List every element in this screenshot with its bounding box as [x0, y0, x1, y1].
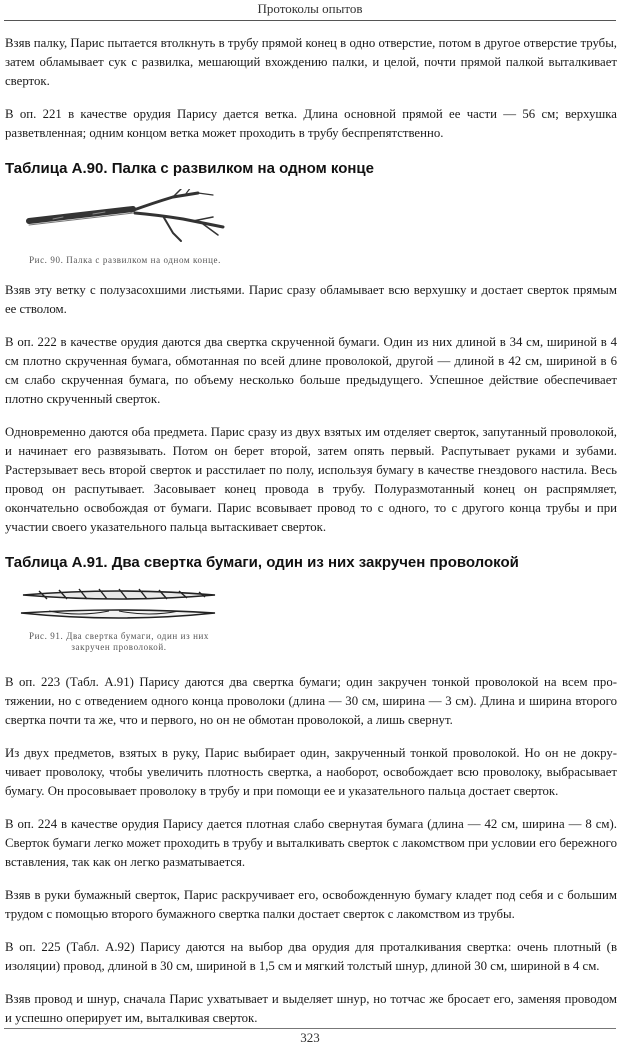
running-header: Протоколы опытов	[257, 1, 363, 16]
paragraph: В оп. 222 в качестве орудия даются два свертка скрученной бумаги. Один из них длиной в 34 см, шириной в 4 см плотно скрученная бумага, обмотанная по всей длине проволокой, другой — длиной в 42 см, шириной в 6 см слабо скрученная бумага, по объему несколько больше предыдущего. Успешное действие обеспечивает плотно скрученный сверток.	[5, 335, 617, 406]
figure-caption-90: Рис. 90. Палка с развилком на одном конце.	[29, 255, 221, 265]
table-heading-a90: Таблица А.90. Палка с развилком на одном конце	[5, 160, 374, 177]
paper-rolls-illustration	[19, 585, 219, 627]
paragraph: В оп. 225 (Табл. А.92) Парису даются на выбор два орудия для проталкивания свертка: очень плотный (в изоляции) провод, длиной в 30 см, шириной в 1,5 см и мягкий толстый шнур, длиной 30 см, шириной в 4 см.	[5, 940, 617, 973]
paragraph: Взяв палку, Парис пытается втолкнуть в трубу прямой конец в одно отверстие, потом в другое отверстие трубы, затем обламывает сук с развилка, мешающий вхождению палки, и целой, почти прямой палкой выталкивает сверток.	[5, 36, 617, 88]
footer-rule	[4, 1028, 616, 1029]
header-rule	[4, 20, 616, 21]
figure-branch-stick	[5, 189, 617, 271]
paragraph: Одновременно даются оба предмета. Парис сразу из двух взятых им отделяет сверток, запутанный проволокой, и начинает его развязывать. Потом он берет второй, затем опять первый. Распутывает руками и зубами. Растерзывает весь второй сверток и расстилает по полу, используя бумагу в качестве гнездового настила. Весь провод он распутывает. Засовывает конец провода в трубу. Полуразмотанный конец он распрямляет, окончательно освобождая от бумаги. Парис всовывает провод то с одного, то с другого конца трубы и при участии своего указательного пальца вытаскивает сверток.	[5, 425, 617, 534]
paragraph: Взяв в руки бумажный сверток, Парис раскручивает его, освобожденную бумагу кладет под себя и с большим трудом с помощью второго бумажного свертка палки достает сверток с лакомством из трубы.	[5, 888, 617, 921]
paragraph: В оп. 221 в качестве орудия Парису дается ветка. Длина основной прямой ее части — 56 см; верхушка разветвленная; одним концом ветка может проходить в трубу беспрепятственно.	[5, 107, 617, 140]
table-heading-a91: Таблица А.91. Два свертка бумаги, один из них закручен проволокой	[5, 554, 519, 571]
figure-paper-rolls	[5, 583, 617, 661]
figure-caption-91-line1: Рис. 91. Два свертка бумаги, один из них	[28, 631, 210, 641]
paragraph: Взяв эту ветку с полузасохшими листьями. Парис сразу обламывает всю верхушку и достает сверток прямым ее стволом.	[5, 283, 617, 316]
page-content	[5, 34, 617, 1028]
page-number: 323	[300, 1030, 320, 1045]
paragraph: В оп. 223 (Табл. А.91) Парису даются два свертка бумаги; один закручен тонкой проволокой на всем протяжении, но с отведением одного конца проволоки (длина — 30 см, ширина — 3 см). Длина и ширина второго свертка почти та же, что и первого, но он не обмотан проволокой, а лишь свернут.	[5, 675, 617, 727]
paragraph: Из двух предметов, взятых в руку, Парис выбирает один, закрученный тонкой проволокой. Но он не докручивает проволоку, чтобы увеличить плотность свертка, а наоборот, освобождает всю проволоку, выбрасывает бумагу. Он просовывает проволоку в трубу и при помощи ее и указательного пальца достает сверток.	[5, 746, 617, 798]
figure-caption-91-line2: закручен проволокой.	[71, 642, 167, 652]
paragraph: Взяв провод и шнур, сначала Парис ухватывает и выделяет шнур, но тотчас же бросает его, заменяя проводом и успешно оперирует им, выталкивая сверток.	[5, 992, 617, 1025]
paragraph: В оп. 224 в качестве орудия Парису дается плотная слабо свернутая бумага (длина — 42 см, ширина — 8 см). Сверток бумаги легко может проходить в трубу и выталкивать сверток с лакомством при условии его бережного вставления, так как он легко разматывается.	[5, 817, 617, 869]
branch-stick-illustration	[23, 189, 253, 259]
